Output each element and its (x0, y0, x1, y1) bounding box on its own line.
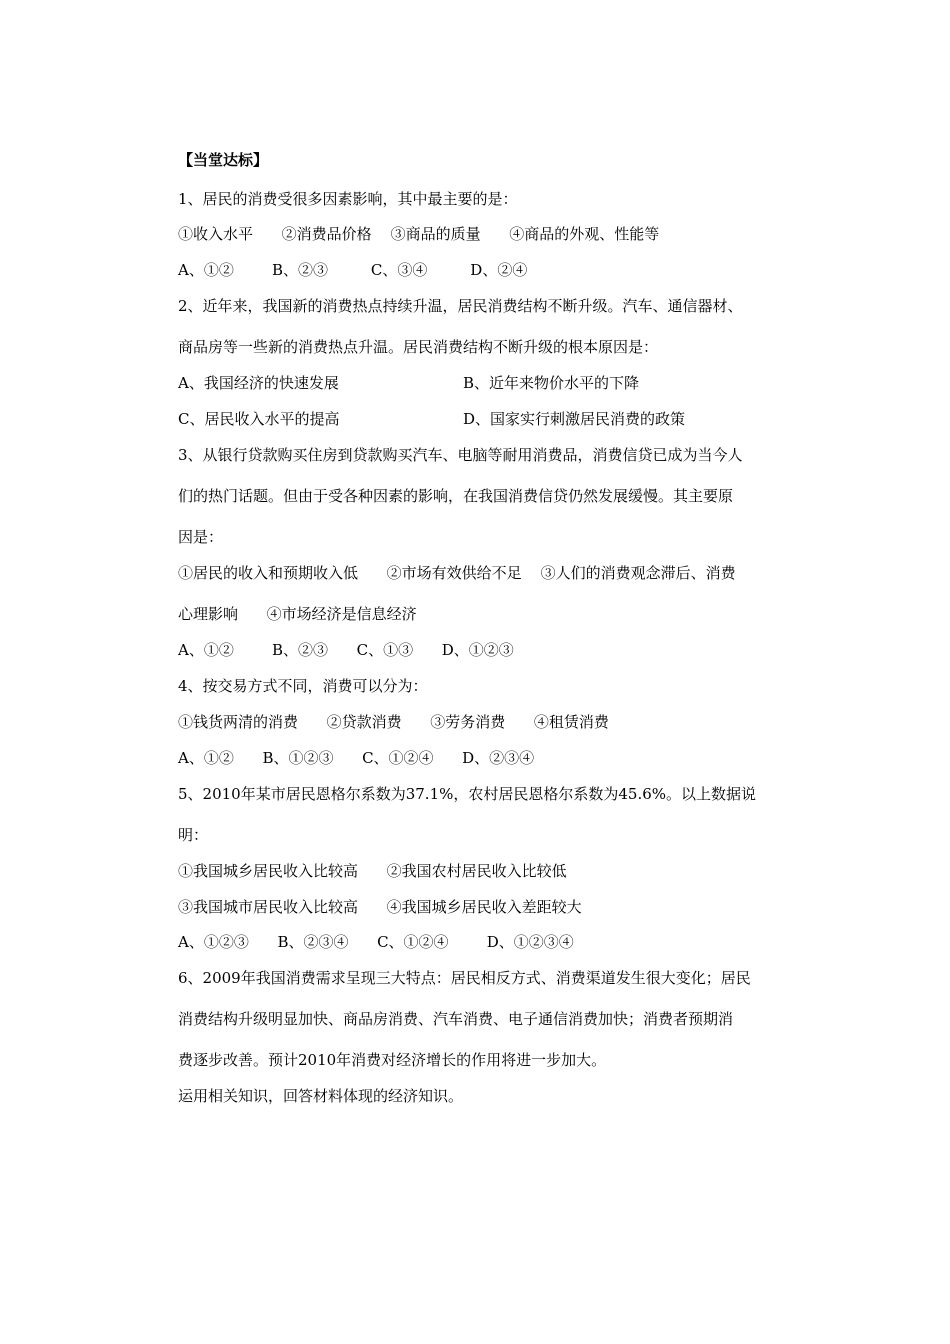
option-b: B、近年来物价水平的下降 (463, 374, 640, 392)
question-2-options-row-1 (178, 373, 818, 393)
question-6-instruction: 运用相关知识，回答材料体现的经济知识。 (178, 1087, 464, 1105)
question-4-answers: A、①② B、①②③ C、①②④ D、②③④ (178, 749, 535, 767)
option-c: C、居民收入水平的提高 (178, 410, 340, 428)
question-3-stem-line-1: 3、从银行贷款购买住房到贷款购买汽车、电脑等耐用消费品，消费信贷已成为当今人 (178, 446, 743, 464)
section-title: 【当堂达标】 (178, 151, 269, 169)
question-5-answers: A、①②③ B、②③④ C、①②④ D、①②③④ (178, 933, 574, 951)
question-4-items: ①钱货两清的消费 ②贷款消费 ③劳务消费 ④租赁消费 (178, 713, 609, 731)
question-5-items-line-2: ③我国城市居民收入比较高 ④我国城乡居民收入差距较大 (178, 898, 582, 916)
question-6-stem-line-3: 费逐步改善。预计2010年消费对经济增长的作用将进一步加大。 (178, 1051, 607, 1069)
question-2-stem-line-2: 商品房等一些新的消费热点升温。居民消费结构不断升级的根本原因是： (178, 338, 659, 356)
question-5-items-line-1: ①我国城乡居民收入比较高 ②我国农村居民收入比较低 (178, 862, 567, 880)
question-3-stem-line-3: 因是： (178, 528, 224, 546)
question-2-stem-line-1: 2、近年来，我国新的消费热点持续升温，居民消费结构不断升级。汽车、通信器材、 (178, 297, 743, 315)
question-1-answers: A、①② B、②③ C、③④ D、②④ (178, 261, 528, 279)
question-1-items: ①收入水平 ②消费品价格 ③商品的质量 ④商品的外观、性能等 (178, 225, 660, 243)
question-6-stem-line-1: 6、2009年我国消费需求呈现三大特点：居民相反方式、消费渠道发生很大变化；居民 (178, 969, 751, 987)
question-5-stem-line-1: 5、2010年某市居民恩格尔系数为37.1%，农村居民恩格尔系数为45.6%。以上数据说 (178, 785, 757, 803)
question-4-stem: 4、按交易方式不同，消费可以分为： (178, 677, 428, 695)
question-1-stem: 1、居民的消费受很多因素影响，其中最主要的是： (178, 190, 518, 208)
option-a: A、我国经济的快速发展 (178, 374, 339, 392)
option-d: D、国家实行刺激居民消费的政策 (463, 410, 686, 428)
question-3-items-line-1: ①居民的收入和预期收入低 ②市场有效供给不足 ③人们的消费观念滞后、消费 (178, 564, 736, 582)
question-6-stem-line-2: 消费结构升级明显加快、商品房消费、汽车消费、电子通信消费加快；消费者预期消 (178, 1010, 734, 1028)
question-3-items-line-2: 心理影响 ④市场经济是信息经济 (178, 605, 417, 623)
question-3-stem-line-2: 们的热门话题。但由于受各种因素的影响，在我国消费信贷仍然发展缓慢。其主要原 (178, 487, 734, 505)
question-2-options-row-2 (178, 409, 818, 429)
question-3-answers: A、①② B、②③ C、①③ D、①②③ (178, 641, 514, 659)
question-5-stem-line-2: 明： (178, 826, 209, 844)
